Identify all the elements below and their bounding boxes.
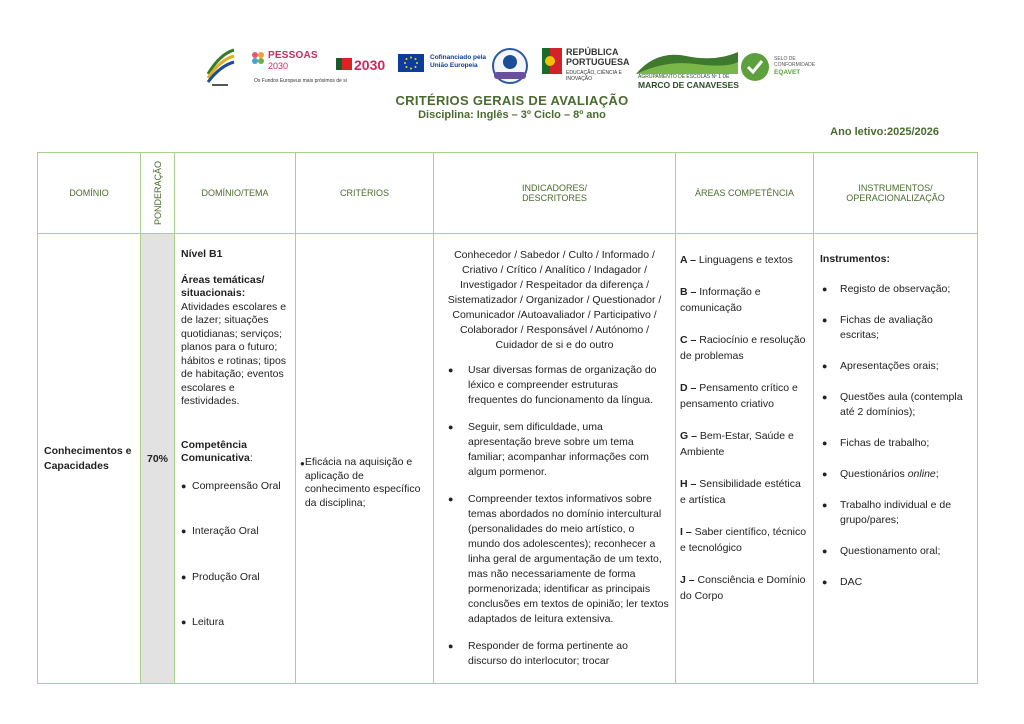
republica-sub: EDUCAÇÃO, CIÊNCIA E INOVAÇÃO: [566, 70, 622, 82]
col-header-dominio-tema: DOMÍNIO/TEMA: [174, 152, 296, 234]
bullet-icon: ●: [181, 480, 187, 491]
bullet-icon: ●: [822, 469, 828, 479]
agrupamento-logo: [636, 44, 738, 92]
list-item: ● Compreensão Oral: [181, 479, 281, 492]
pessoas-2030-logo: [250, 44, 386, 92]
bullet-icon: ●: [822, 392, 828, 402]
cell-dominio: [37, 233, 141, 684]
bullet-icon: ●: [822, 546, 828, 556]
bullet-icon: ●: [822, 438, 828, 448]
agrupamento-line1: AGRUPAMENTO DE ESCOLAS Nº 1 DE: [638, 74, 730, 80]
areas-tematicas-title: Áreas temáticas/ situacionais:: [181, 273, 265, 299]
bullet-icon: ●: [822, 361, 828, 371]
indicadores-lead: Conhecedor / Sabedor / Culto / Informado / Criativo / Crítico / Analítico / Indagador / Investigador / Respeitador da diferença / Sistematizador / Organizador / Questionador / Comunicador /Autoavaliador / Participativo / Colaborador / Responsável / Autónomo / Cuidador de si e do outro: [447, 249, 662, 351]
nivel-label: Nível B1: [181, 248, 223, 260]
area-item: C – Raciocínio e resolução de problemas: [680, 334, 806, 362]
col-header-criterios: CRITÉRIOS: [295, 152, 434, 234]
list-item: ● Trabalho individual e de grupo/pares;: [822, 499, 952, 526]
instrumentos-title: Instrumentos:: [820, 253, 891, 265]
bullet-icon: ●: [181, 526, 187, 536]
list-item: ● Usar diversas formas de organização do léxico e compreender estruturas frequentes do funcionamento da língua.: [440, 363, 669, 408]
bullet-icon: ●: [822, 500, 828, 510]
checkmark-seal-icon: [740, 52, 770, 82]
cell-ponderacao: [140, 233, 175, 684]
list-item: ● Questionamento oral;: [822, 545, 941, 557]
ponderacao-value: 70%: [146, 452, 168, 465]
criteria-table: [37, 152, 978, 684]
list-item: ● Leitura: [181, 616, 225, 628]
list-item: ● Responder de forma pertinente ao discurso do interlocutor; trocar: [440, 639, 669, 669]
col-header-indicadores: INDICADORES/ DESCRITORES: [433, 152, 676, 234]
area-item: G – Bem-Estar, Saúde e Ambiente: [680, 430, 794, 458]
list-item: ● Questionários online;: [822, 468, 939, 480]
bullet-icon: ●: [448, 365, 454, 375]
bullet-icon: ●: [448, 494, 454, 504]
logo-strip: [200, 44, 840, 92]
list-item: ● Seguir, sem dificuldade, uma apresentação breve sobre um tema familiar; acompanhar informações com algum pormenor.: [440, 420, 669, 480]
list-item: ● Produção Oral: [181, 570, 260, 583]
bullet-icon: ●: [181, 617, 187, 627]
cell-instrumentos: [813, 233, 978, 684]
list-item: ● Questões aula (contempla até 2 domínios);: [822, 391, 963, 418]
criterio-item: ● Eficácia na aquisição e aplicação de conhecimento específico da disciplina;: [300, 456, 421, 509]
eu-flag-icon: [398, 54, 424, 72]
cell-areas: [675, 233, 814, 684]
bullet-icon: ●: [822, 577, 828, 587]
eu-text: Cofinanciado pela União Europeia: [430, 54, 486, 69]
list-item: ● DAC: [822, 576, 863, 588]
republica-line1: REPÚBLICA: [566, 47, 619, 57]
col-header-areas: ÁREAS COMPETÊNCIA: [675, 152, 814, 234]
cell-dominio-tema: [174, 233, 296, 684]
dominio-value: Conhecimentos e Capacidades: [44, 444, 132, 472]
page-title: CRITÉRIOS GERAIS DE AVALIAÇÃO: [395, 93, 629, 108]
col-header-instrumentos: INSTRUMENTOS/ OPERACIONALIZAÇÃO: [813, 152, 978, 234]
list-item: ● Registo de observação;: [822, 283, 951, 295]
school-emblem-logo: [204, 44, 236, 92]
agrupamento-line2: MARCO DE CANAVESES: [638, 80, 739, 90]
bullet-icon: ●: [448, 641, 454, 651]
pessoas-year: 2030: [268, 61, 289, 71]
list-item: ● Fichas de trabalho;: [822, 437, 930, 449]
area-item: A – Linguagens e textos: [680, 254, 793, 266]
eqavet-logo: [740, 44, 840, 92]
area-item: J – Consciência e Domínio do Corpo: [680, 574, 806, 602]
portugal-2030-text: 2030: [354, 57, 386, 73]
eqavet-line1: SELO DE CONFORMIDADE: [774, 56, 816, 68]
page-subtitle: Disciplina: Inglês – 3º Ciclo – 8º ano: [418, 109, 606, 121]
ano-letivo: Ano letivo:2025/2026: [830, 126, 939, 138]
pessoas-tagline: Os Fundos Europeus mais próximos de si: [254, 78, 347, 84]
republica-line2: PORTUGUESA: [566, 57, 630, 67]
area-item: H – Sensibilidade estética e artística: [680, 478, 801, 506]
competencia-title: Competência Comunicativa:: [181, 438, 253, 464]
list-item: ● Interação Oral: [181, 525, 259, 537]
portugal-shield-icon: [542, 48, 562, 74]
area-item: B – Informação e comunicação: [680, 286, 761, 314]
pessoas-text: PESSOAS: [268, 50, 318, 61]
area-item: I – Saber científico, técnico e tecnológico: [680, 526, 807, 554]
bullet-icon: ●: [181, 571, 187, 582]
eu-cofinanced-logo: [396, 44, 496, 92]
list-item: ● Compreender textos informativos sobre temas abordados no domínio intercultural (personalidades do meio artístico, o mundo dos adolescentes); reconhecer a linha geral de argumentação de um texto, mas não necessariamente de forma pormenorizada; identificar as principais conclusões em textos de opinião; ler textos adaptados de leitura extensiva.: [440, 492, 669, 627]
eqavet-line2: EQAVET: [774, 69, 801, 76]
bullet-icon: ●: [822, 284, 828, 294]
bullet-icon: ●: [822, 315, 828, 325]
col-header-ponderacao: PONDERAÇÃO: [140, 152, 175, 234]
areas-tematicas-text: Atividades escolares e de lazer; situações quotidianas; serviços; planos para o futuro; hábitos e rotinas; tipos de habitação; eventos escolares e festividades.: [181, 300, 287, 407]
list-item: ● Fichas de avaliação escritas;: [822, 314, 933, 341]
list-item: ● Apresentações orais;: [822, 360, 939, 372]
cell-indicadores: [433, 233, 676, 684]
equity-seal-logo: [488, 44, 532, 92]
cell-criterios: [295, 233, 434, 684]
col-header-dominio: DOMÍNIO: [37, 152, 141, 234]
bullet-icon: ●: [300, 459, 305, 468]
bullet-icon: ●: [448, 422, 454, 432]
area-item: D – Pensamento crítico e pensamento criativo: [680, 382, 798, 410]
